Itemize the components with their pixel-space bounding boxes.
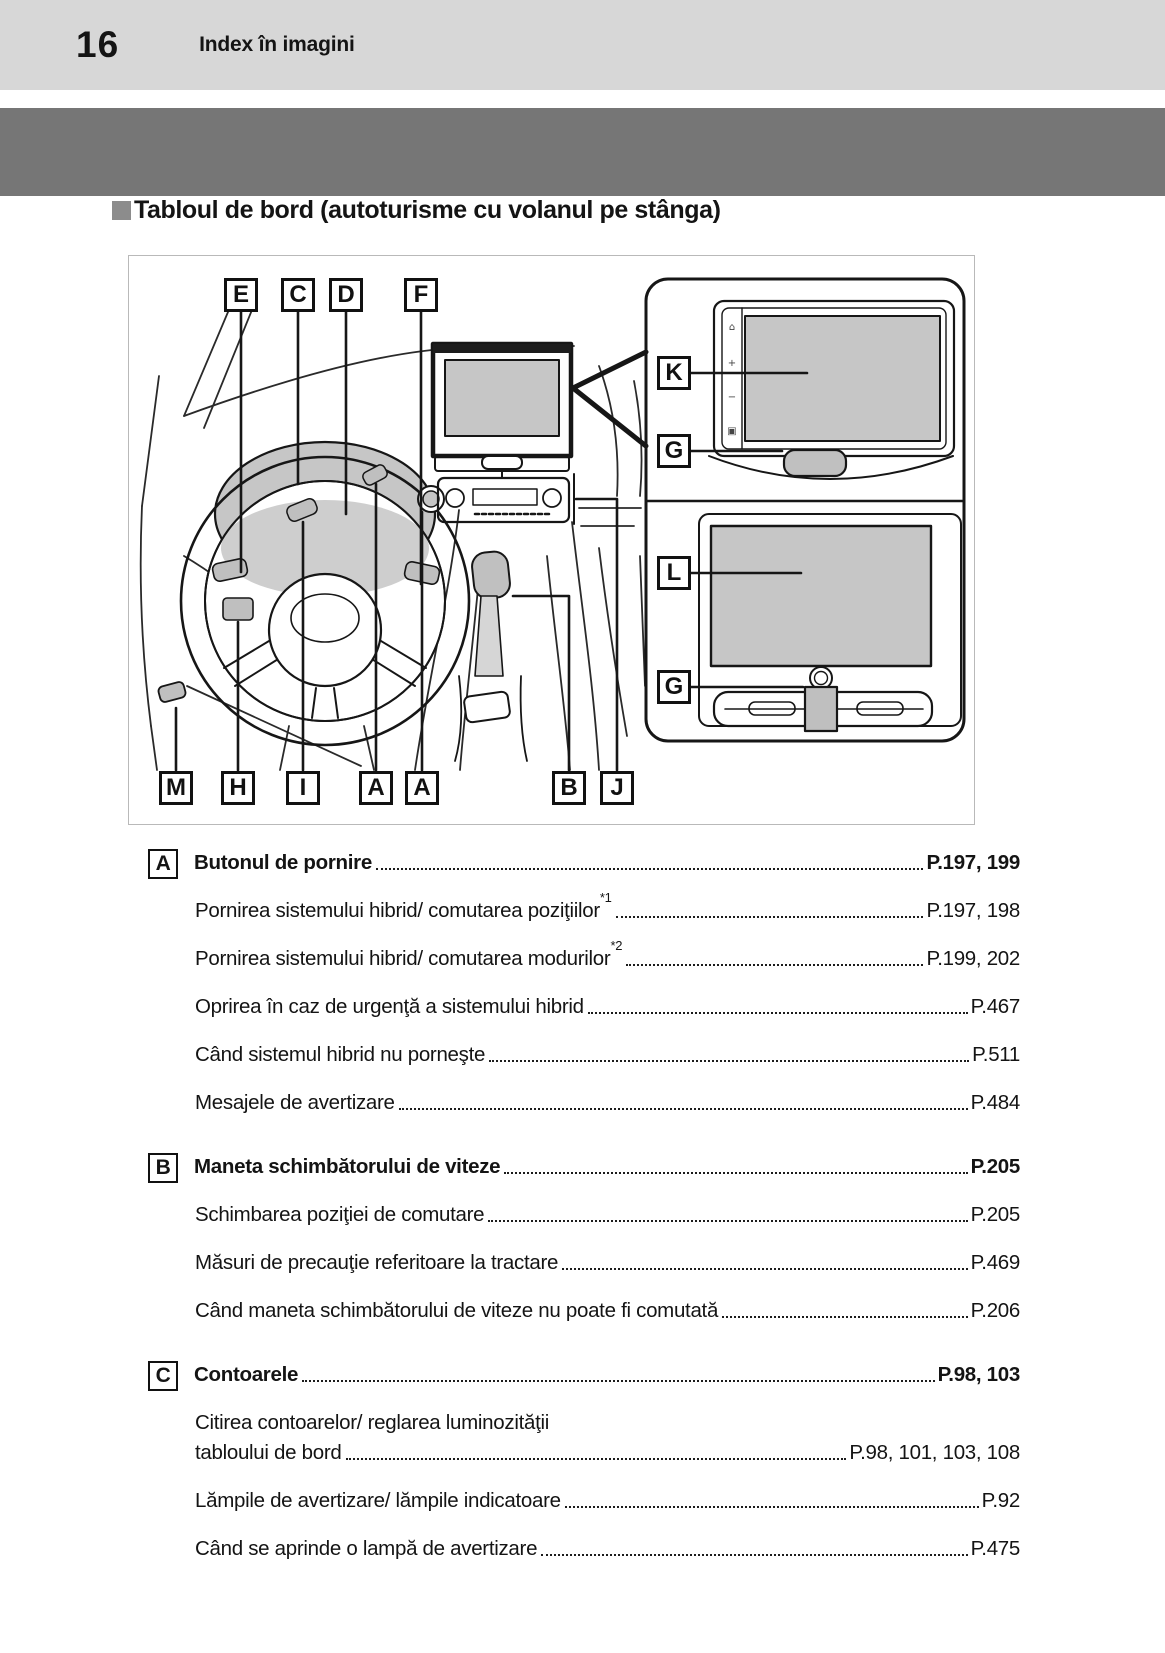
page-ref: P.475 bbox=[970, 1537, 1020, 1560]
index-section-B bbox=[148, 1150, 1020, 1180]
index-item bbox=[148, 890, 1020, 924]
dotted-leader bbox=[722, 1316, 968, 1318]
dotted-leader bbox=[489, 1060, 969, 1062]
page-ref: P.197, 199 bbox=[926, 851, 1020, 874]
index-letter-B: B bbox=[148, 1153, 178, 1183]
diagram-label-C: C bbox=[281, 278, 315, 312]
dotted-leader bbox=[588, 1012, 968, 1014]
section-title bbox=[112, 196, 721, 225]
item-label: tabloului de bord bbox=[195, 1441, 342, 1464]
svg-text:+: + bbox=[727, 358, 737, 369]
diagram-label-B: B bbox=[552, 771, 586, 805]
item-label: Citirea contoarelor/ reglarea luminozităţii bbox=[195, 1411, 549, 1434]
index-title: Maneta schimbătorului de viteze bbox=[194, 1155, 501, 1178]
page-ref: P.205 bbox=[970, 1203, 1020, 1226]
diagram-label-G2: G bbox=[657, 670, 691, 704]
dotted-leader bbox=[376, 868, 924, 870]
dashboard-diagram bbox=[128, 255, 975, 825]
dotted-leader bbox=[302, 1380, 934, 1382]
chapter-band bbox=[0, 108, 1165, 196]
page-number: 16 bbox=[76, 24, 120, 65]
dotted-leader bbox=[565, 1506, 979, 1508]
square-bullet-icon bbox=[112, 201, 131, 220]
page-ref: P.469 bbox=[970, 1251, 1020, 1274]
item-label: Când sistemul hibrid nu porneşte bbox=[195, 1043, 486, 1066]
page-ref: P.199, 202 bbox=[926, 947, 1020, 970]
index-title: Contoarele bbox=[194, 1363, 299, 1386]
dotted-leader bbox=[346, 1458, 847, 1460]
item-label: Măsuri de precauţie referitoare la tractare bbox=[195, 1251, 559, 1274]
svg-text:▣: ▣ bbox=[727, 426, 737, 437]
diagram-label-A1: A bbox=[359, 771, 393, 805]
section-title-text: Tabloul de bord (autoturisme cu volanul pe stânga) bbox=[134, 196, 721, 224]
index-item bbox=[148, 1250, 1020, 1276]
page-ref: P.98, 103 bbox=[937, 1363, 1020, 1386]
item-label: Mesajele de avertizare bbox=[195, 1091, 395, 1114]
dotted-leader bbox=[541, 1554, 967, 1556]
dotted-leader bbox=[504, 1172, 967, 1174]
dotted-leader bbox=[616, 916, 924, 918]
page-ref: P.98, 101, 103, 108 bbox=[849, 1441, 1020, 1464]
item-label: Pornirea sistemului hibrid/ comutarea modurilor bbox=[195, 947, 611, 970]
page-ref: P.467 bbox=[970, 995, 1020, 1018]
dashboard-illustration bbox=[129, 256, 976, 826]
diagram-label-F: F bbox=[404, 278, 438, 312]
index-section-A bbox=[148, 846, 1020, 876]
index-item bbox=[148, 1410, 1020, 1436]
diagram-label-H: H bbox=[221, 771, 255, 805]
footnote-marker: *2 bbox=[610, 938, 623, 954]
picture-index-list bbox=[148, 846, 1020, 1562]
item-label: Oprirea în caz de urgenţă a sistemului hibrid bbox=[195, 995, 584, 1018]
diagram-label-M: M bbox=[159, 771, 193, 805]
diagram-label-I: I bbox=[286, 771, 320, 805]
diagram-label-A2: A bbox=[405, 771, 439, 805]
svg-text:−: − bbox=[727, 392, 737, 403]
diagram-label-D: D bbox=[329, 278, 363, 312]
page-ref: P.205 bbox=[970, 1155, 1020, 1178]
index-item bbox=[148, 1488, 1020, 1514]
diagram-label-J: J bbox=[600, 771, 634, 805]
page-ref: P.484 bbox=[970, 1091, 1020, 1114]
diagram-label-L: L bbox=[657, 556, 691, 590]
dotted-leader bbox=[562, 1268, 967, 1270]
page-ref: P.206 bbox=[970, 1299, 1020, 1322]
index-item-continuation bbox=[148, 1440, 1020, 1466]
index-section-C bbox=[148, 1358, 1020, 1388]
svg-text:⌂: ⌂ bbox=[728, 322, 736, 333]
index-item bbox=[148, 1090, 1020, 1116]
index-item bbox=[148, 938, 1020, 972]
index-item bbox=[148, 994, 1020, 1020]
item-label: Când maneta schimbătorului de viteze nu poate fi comutată bbox=[195, 1299, 719, 1322]
index-item bbox=[148, 1536, 1020, 1562]
diagram-label-K: K bbox=[657, 356, 691, 390]
dotted-leader bbox=[626, 964, 923, 966]
index-letter-A: A bbox=[148, 849, 178, 879]
item-label: Când se aprinde o lampă de avertizare bbox=[195, 1537, 538, 1560]
item-label: Pornirea sistemului hibrid/ comutarea poziţiilor bbox=[195, 899, 600, 922]
page-ref: P.92 bbox=[981, 1489, 1020, 1512]
index-letter-C: C bbox=[148, 1361, 178, 1391]
page-ref: P.511 bbox=[972, 1043, 1020, 1066]
dotted-leader bbox=[488, 1220, 967, 1222]
diagram-label-E: E bbox=[224, 278, 258, 312]
footnote-marker: *1 bbox=[599, 890, 612, 906]
page-header-band bbox=[0, 0, 1165, 90]
page-ref: P.197, 198 bbox=[926, 899, 1020, 922]
index-item bbox=[148, 1298, 1020, 1324]
item-label: Lămpile de avertizare/ lămpile indicatoare bbox=[195, 1489, 561, 1512]
index-item bbox=[148, 1042, 1020, 1068]
index-title: Butonul de pornire bbox=[194, 851, 372, 874]
dotted-leader bbox=[399, 1108, 968, 1110]
index-item bbox=[148, 1202, 1020, 1228]
page-header-title: Index în imagini bbox=[199, 33, 355, 56]
diagram-label-G1: G bbox=[657, 434, 691, 468]
item-label: Schimbarea poziţiei de comutare bbox=[195, 1203, 485, 1226]
